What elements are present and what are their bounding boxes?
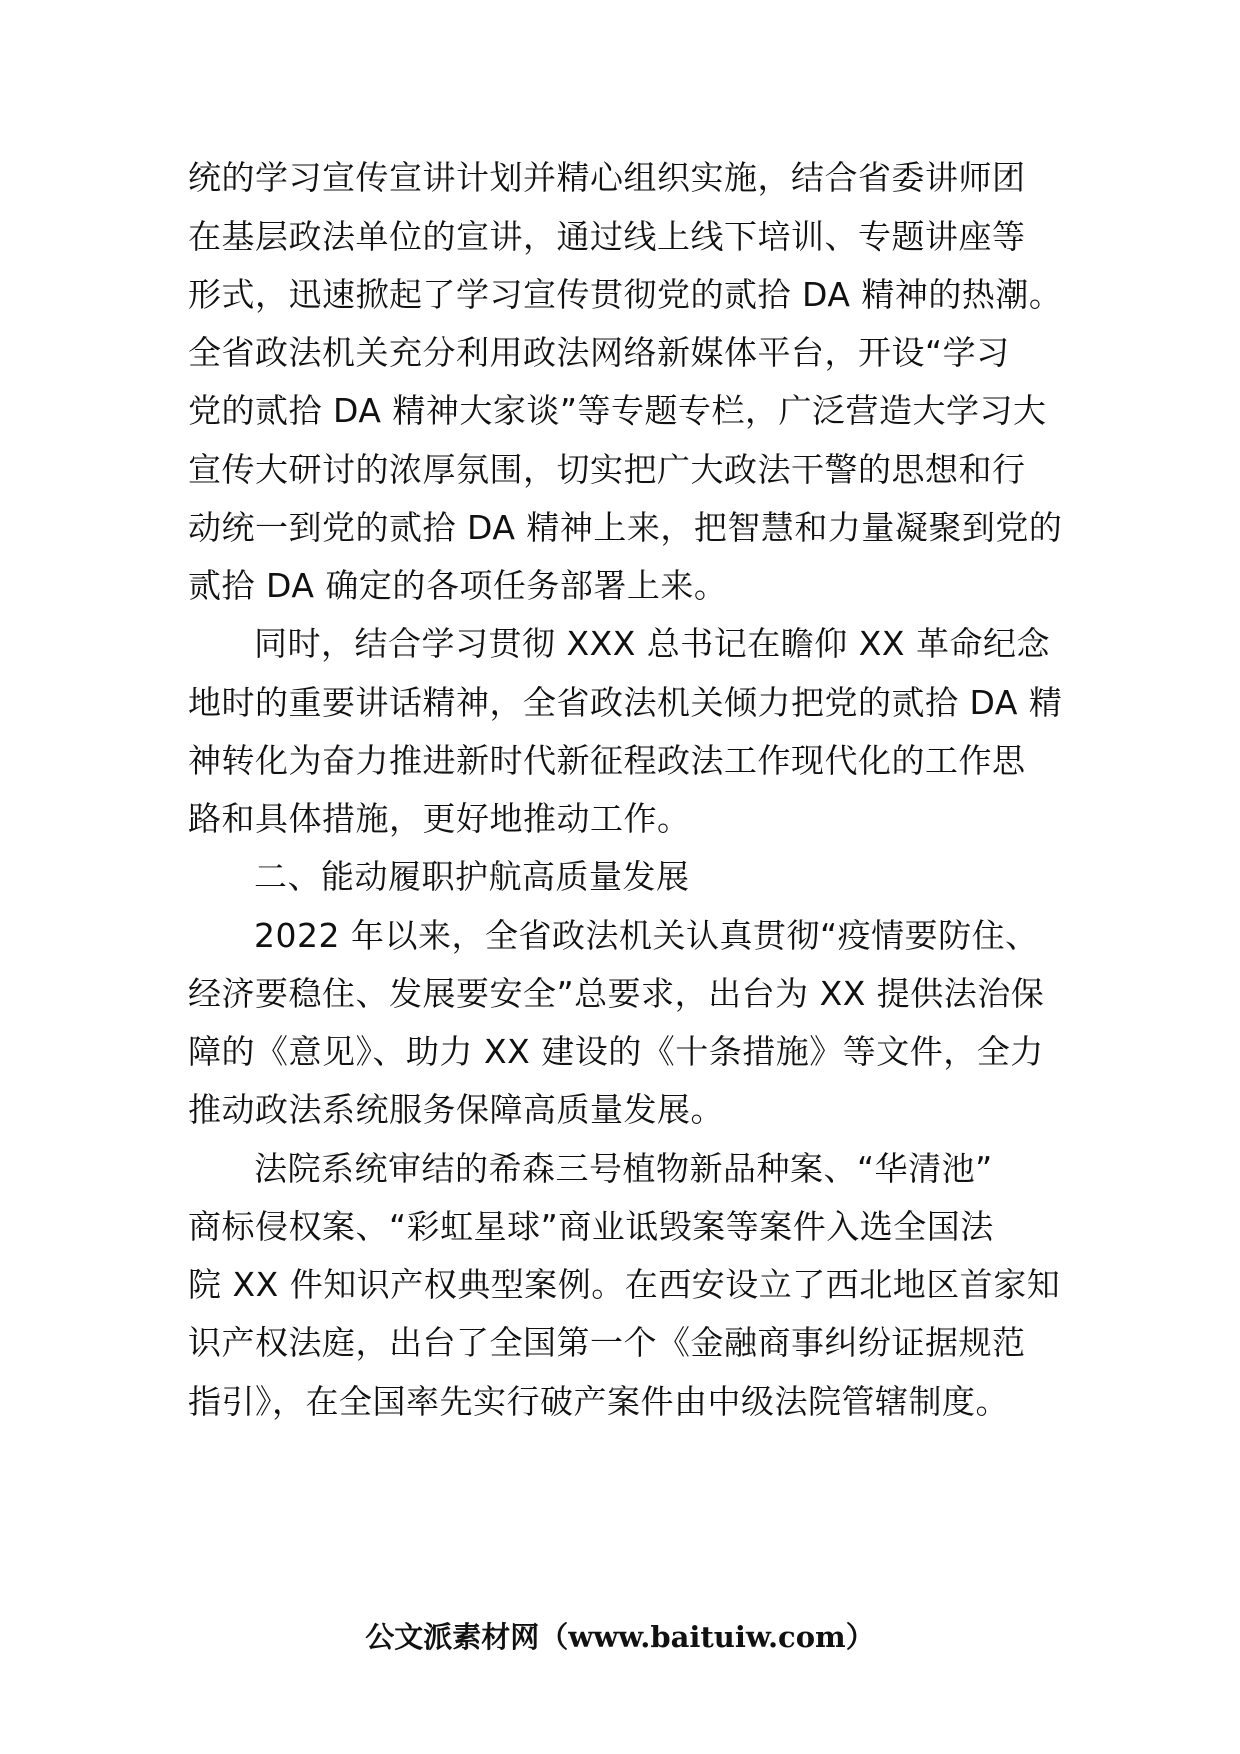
paragraph-first-line: 2022 年以来，全省政法机关认真贯彻“疫情要防住、 — [254, 916, 1039, 955]
body-line: 障的《意见》、助力 XX 建设的《十条措施》等文件，全力 — [188, 1032, 1044, 1071]
body-line: 地时的重要讲话精神，全省政法机关倾力把党的贰拾 DA 精 — [188, 683, 1063, 722]
body-line: 指引》，在全国率先实行破产案件由中级法院管辖制度。 — [188, 1382, 1009, 1421]
body-line: 商标侵权案、“彩虹星球”商业诋毁案等案件入选全国法 — [188, 1207, 994, 1246]
body-line: 路和具体措施，更好地推动工作。 — [188, 799, 691, 838]
body-line: 在基层政法单位的宣讲，通过线上线下培训、专题讲座等 — [188, 217, 1026, 256]
body-line: 经济要稳住、发展要安全”总要求，出台为 XX 提供法治保 — [188, 974, 1045, 1013]
paragraph-first-line: 同时，结合学习贯彻 XXX 总书记在瞻仰 XX 革命纪念 — [254, 624, 1050, 663]
body-line: 党的贰拾 DA 精神大家谈”等专题专栏，广泛营造大学习大 — [188, 391, 1047, 430]
body-line: 动统一到党的贰拾 DA 精神上来，把智慧和力量凝聚到党的 — [188, 508, 1063, 547]
section-heading: 二、能动履职护航高质量发展 — [254, 857, 690, 896]
body-line: 全省政法机关充分利用政法网络新媒体平台，开设“学习 — [188, 333, 1010, 372]
body-line: 宣传大研讨的浓厚氛围，切实把广大政法干警的思想和行 — [188, 450, 1026, 489]
body-line: 统的学习宣传宣讲计划并精心组织实施，结合省委讲师团 — [188, 158, 1026, 197]
footer-watermark: 公文派素材网（www.baituiw.com） — [365, 1620, 875, 1654]
body-line: 形式，迅速掀起了学习宣传贯彻党的贰拾 DA 精神的热潮。 — [188, 275, 1063, 314]
paragraph-first-line: 法院系统审结的希森三号植物新品种案、“华清池” — [254, 1149, 993, 1188]
body-line: 神转化为奋力推进新时代新征程政法工作现代化的工作思 — [188, 741, 1026, 780]
body-line: 贰拾 DA 确定的各项任务部署上来。 — [188, 566, 728, 605]
body-line: 识产权法庭，出台了全国第一个《金融商事纠纷证据规范 — [188, 1323, 1026, 1362]
body-line: 推动政法系统服务保障高质量发展。 — [188, 1090, 724, 1129]
body-line: 院 XX 件知识产权典型案例。在西安设立了西北地区首家知 — [188, 1265, 1061, 1304]
